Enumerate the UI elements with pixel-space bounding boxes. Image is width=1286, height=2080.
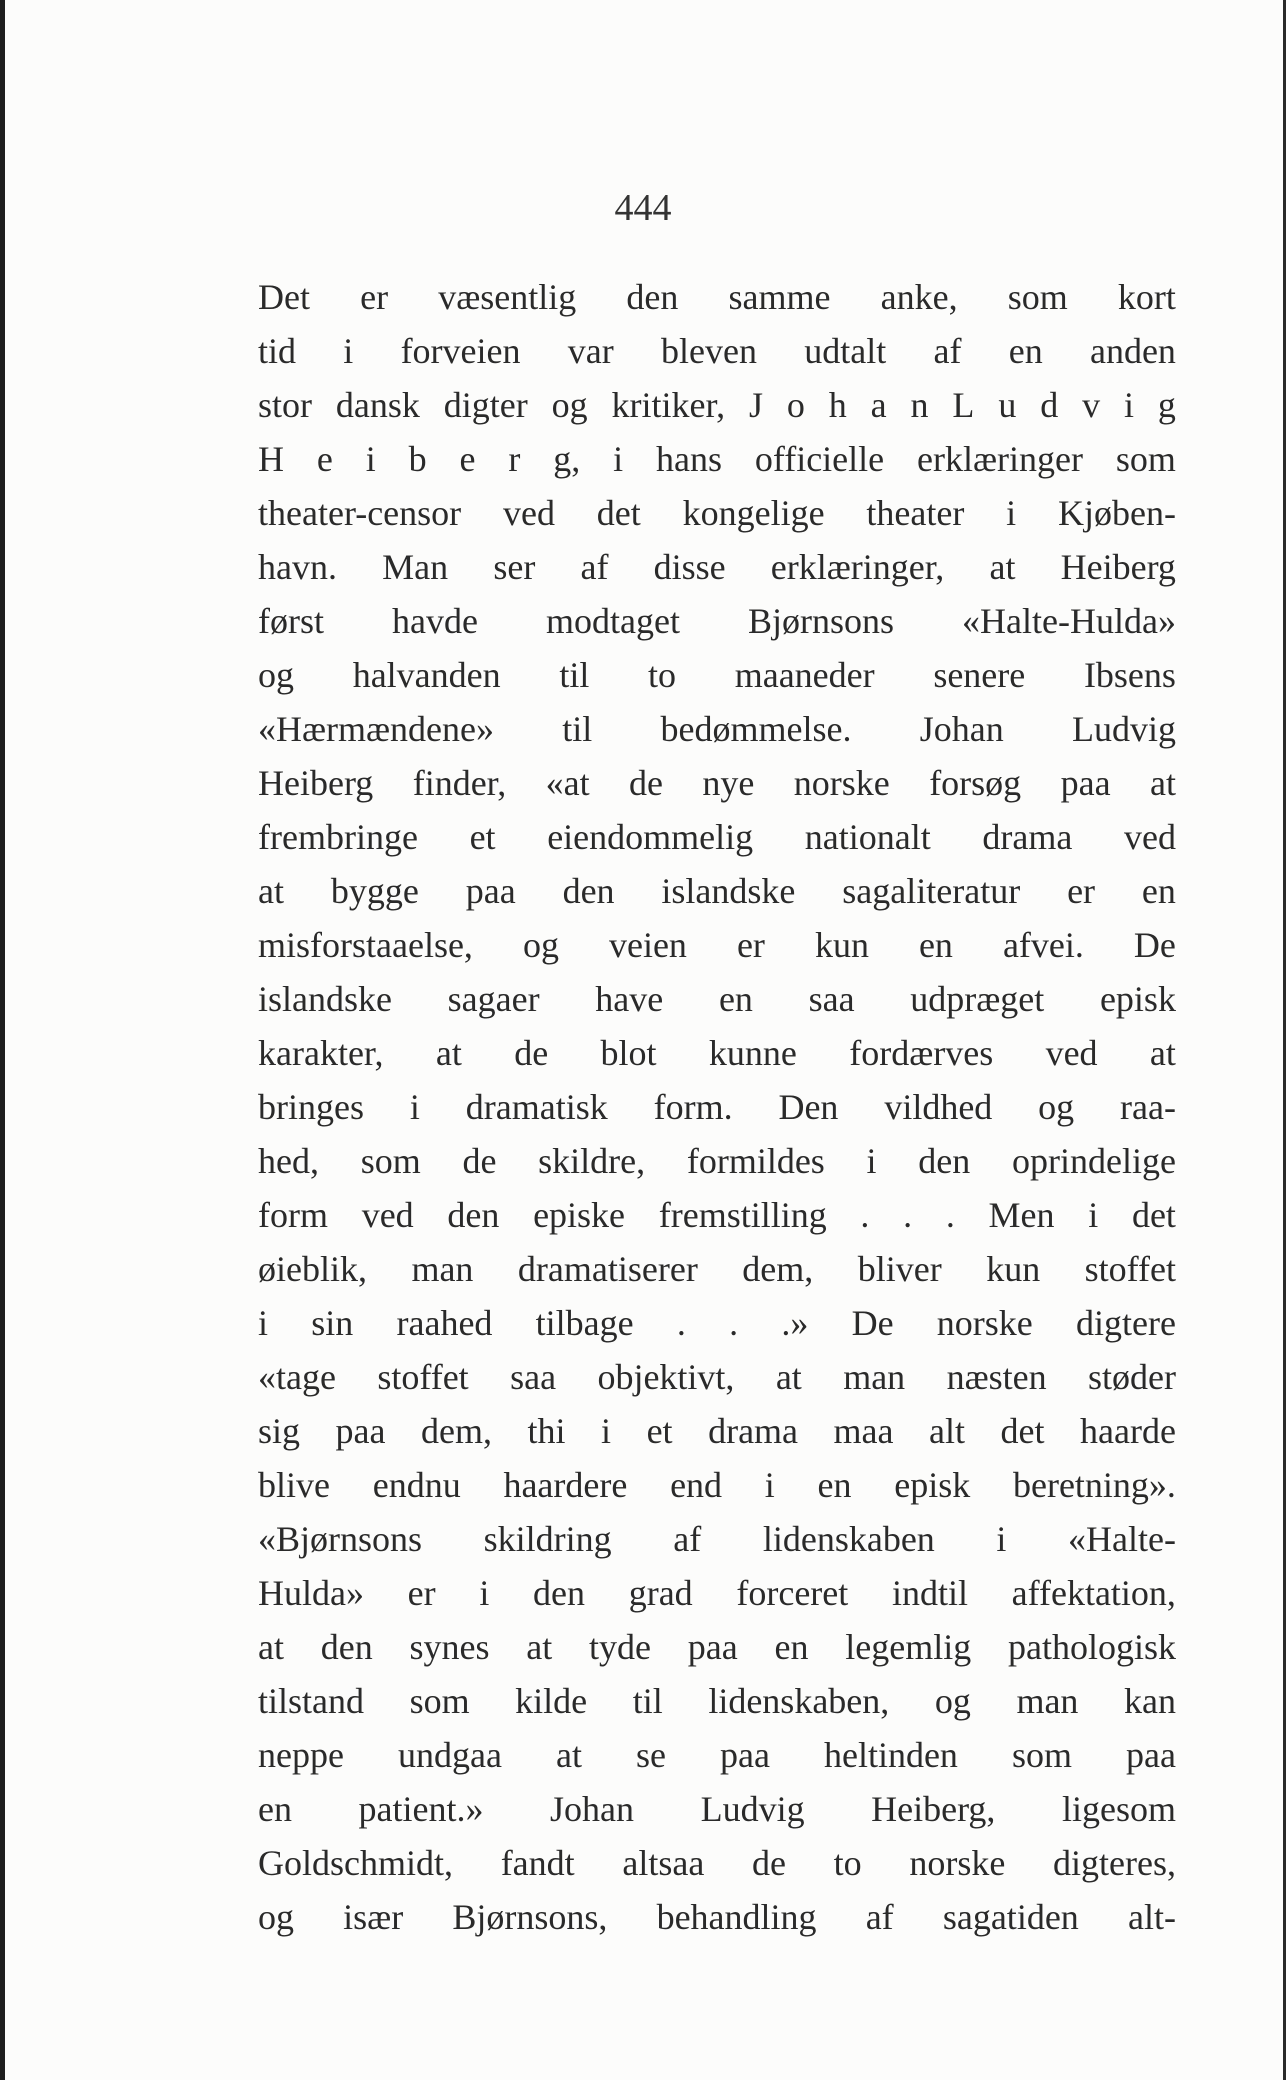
text-line: først havde modtaget Bjørnsons «Halte-Hulda» bbox=[258, 601, 1176, 641]
text-line: «tage stoffet saa objektivt, at man næsten støder bbox=[258, 1357, 1176, 1397]
text-line: «Bjørnsons skildring af lidenskaben i «Halte- bbox=[258, 1519, 1176, 1559]
text-line: bringes i dramatisk form. Den vildhed og raa- bbox=[258, 1087, 1176, 1127]
text-line: «Hærmændene» til bedømmelse. Johan Ludvig bbox=[258, 709, 1176, 749]
text-line: og især Bjørnsons, behandling af sagatiden alt- bbox=[258, 1897, 1176, 1937]
text-line: frembringe et eiendommelig nationalt drama ved bbox=[258, 817, 1176, 857]
text-line: Hulda» er i den grad forceret indtil affektation, bbox=[258, 1573, 1176, 1613]
scan-edge-left bbox=[0, 0, 5, 2080]
text-line: form ved den episke fremstilling . . . Men i det bbox=[258, 1195, 1176, 1235]
text-line: karakter, at de blot kunne fordærves ved at bbox=[258, 1033, 1176, 1073]
text-line: islandske sagaer have en saa udpræget episk bbox=[258, 979, 1176, 1019]
text-line: at den synes at tyde paa en legemlig pathologisk bbox=[258, 1627, 1176, 1667]
text-line: en patient.» Johan Ludvig Heiberg, ligesom bbox=[258, 1789, 1176, 1829]
text-line: i sin raahed tilbage . . .» De norske digtere bbox=[258, 1303, 1176, 1343]
text-line: Goldschmidt, fandt altsaa de to norske digteres, bbox=[258, 1843, 1176, 1883]
page-number: 444 bbox=[614, 187, 672, 229]
text-line: at bygge paa den islandske sagaliteratur er en bbox=[258, 871, 1176, 911]
text-line: blive endnu haardere end i en episk beretning». bbox=[258, 1465, 1176, 1505]
text-line: H e i b e r g, i hans officielle erklæringer som bbox=[258, 439, 1176, 479]
text-line: havn. Man ser af disse erklæringer, at Heiberg bbox=[258, 547, 1176, 587]
text-line: tid i forveien var bleven udtalt af en anden bbox=[258, 331, 1176, 371]
text-line: hed, som de skildre, formildes i den oprindelige bbox=[258, 1141, 1176, 1181]
text-line: misforstaaelse, og veien er kun en afvei. De bbox=[258, 925, 1176, 965]
text-line: stor dansk digter og kritiker, J o h a n L u d v i g bbox=[258, 385, 1176, 425]
text-line: Heiberg finder, «at de nye norske forsøg paa at bbox=[258, 763, 1176, 803]
text-line: tilstand som kilde til lidenskaben, og man kan bbox=[258, 1681, 1176, 1721]
text-line: sig paa dem, thi i et drama maa alt det haarde bbox=[258, 1411, 1176, 1451]
text-line: Det er væsentlig den samme anke, som kort bbox=[258, 277, 1176, 317]
text-line: øieblik, man dramatiserer dem, bliver kun stoffet bbox=[258, 1249, 1176, 1289]
text-line: neppe undgaa at se paa heltinden som paa bbox=[258, 1735, 1176, 1775]
text-line: og halvanden til to maaneder senere Ibsens bbox=[258, 655, 1176, 695]
text-line: theater-censor ved det kongelige theater i Kjøben- bbox=[258, 493, 1176, 533]
body-text bbox=[258, 270, 1176, 1944]
